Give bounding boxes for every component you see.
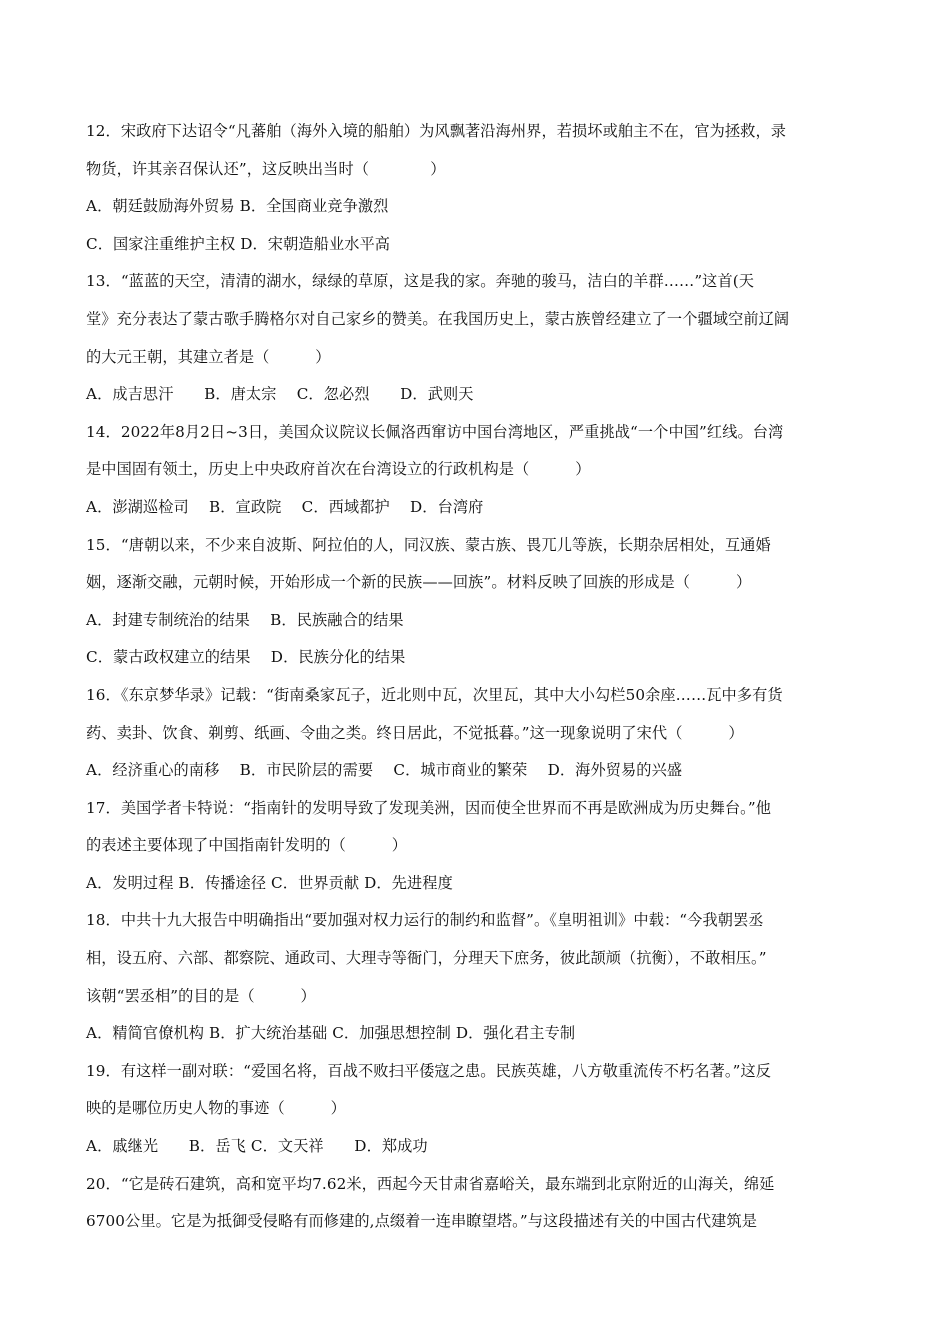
answer-options-line: C．蒙古政权建立的结果 D．民族分化的结果 <box>86 648 406 667</box>
answer-options-line: A．朝廷鼓励海外贸易 B．全国商业竞争激烈 <box>86 197 389 216</box>
question-text-line: 堂》充分表达了蒙古歌手腾格尔对自己家乡的赞美。在我国历史上，蒙古族曾经建立了一个疆域空前辽阔 <box>86 309 790 328</box>
answer-options-line: A．精简官僚机构 B．扩大统治基础 C．加强思想控制 D．强化君主专制 <box>86 1024 576 1043</box>
question-text-line: 姻，逐渐交融，元朝时候，开始形成一个新的民族——回族”。材料反映了回族的形成是（ ） <box>86 573 752 592</box>
question-13 <box>86 263 866 413</box>
question-text-line: 的表述主要体现了中国指南针发明的（ ） <box>86 836 408 855</box>
question-text-line: 20．“它是砖石建筑，高和宽平均7.62米，西起今天甘肃省嘉峪关，最东端到北京附近的山海关，绵延 <box>86 1174 775 1193</box>
question-text-line: 17．美国学者卡特说：“指南针的发明导致了发现美洲，因而使全世界而不再是欧洲成为历史舞台。”他 <box>86 798 772 817</box>
question-text-line: 19．有这样一副对联：“爱国名将，百战不败扫平倭寇之患。民族英雄，八方敬重流传不朽名著。”这反 <box>86 1061 772 1080</box>
answer-options-line: A．澎湖巡检司 B．宣政院 C．西域都护 D．台湾府 <box>86 497 484 516</box>
question-14 <box>86 414 866 527</box>
question-17 <box>86 790 866 903</box>
answer-options-line: C．国家注重维护主权 D．宋朝造船业水平高 <box>86 234 391 253</box>
answer-options-line: A．发明过程 B．传播途径 C．世界贡献 D．先进程度 <box>86 873 453 892</box>
exam-page <box>86 113 866 1241</box>
question-text-line: 的大元王朝，其建立者是（ ） <box>86 347 331 366</box>
question-16 <box>86 677 866 790</box>
question-text-line: 18．中共十九大报告中明确指出“要加强对权力运行的制约和监督”。《皇明祖训》中载：“今我朝罢丞 <box>86 911 764 930</box>
answer-options-line: A．经济重心的南移 B．市民阶层的需要 C．城市商业的繁荣 D．海外贸易的兴盛 <box>86 761 683 780</box>
question-text-line: 物货，许其亲召保认还”，这反映出当时（ ） <box>86 159 446 178</box>
question-text-line: 该朝“罢丞相”的目的是（ ） <box>86 986 316 1005</box>
answer-options-line: A．封建专制统治的结果 B．民族融合的结果 <box>86 610 404 629</box>
question-text-line: 12．宋政府下达诏令“凡蕃舶（海外入境的船舶）为风飘著沿海州界，若损坏或舶主不在，官为拯救，录 <box>86 122 787 140</box>
question-text-line: 相，设五府、六部、都察院、通政司、大理寺等衙门，分理天下庶务，彼此颉颃（抗衡），不敢相压。” <box>86 949 767 968</box>
question-20 <box>86 1166 866 1241</box>
question-19 <box>86 1053 866 1166</box>
question-text-line: 映的是哪位历史人物的事迹（ ） <box>86 1099 346 1118</box>
question-15 <box>86 527 866 677</box>
question-18 <box>86 902 866 1052</box>
question-text-line: 6700公里。它是为抵御受侵略有而修建的,点缀着一连串瞭望塔。”与这段描述有关的中国古代建筑是 <box>86 1212 758 1231</box>
question-text-line: 是中国固有领土，历史上中央政府首次在台湾设立的行政机构是（ ） <box>86 460 591 479</box>
answer-options-line: A．成吉思汗 B．唐太宗 C．忽必烈 D．武则天 <box>86 385 474 404</box>
question-text-line: 13．“蓝蓝的天空，清清的湖水，绿绿的草原，这是我的家。奔驰的骏马，洁白的羊群……”这首(天 <box>86 272 755 291</box>
question-text-line: 16．《东京梦华录》记载：“街南桑家瓦子，近北则中瓦，次里瓦，其中大小勾栏50余座……瓦中多有货 <box>86 685 783 704</box>
question-text-line: 15．“唐朝以来，不少来自波斯、阿拉伯的人，同汉族、蒙古族、畏兀儿等族，长期杂居相处，互通婚 <box>86 535 771 554</box>
question-12 <box>86 113 866 263</box>
answer-options-line: A．戚继光 B．岳飞 C．文天祥 D．郑成功 <box>86 1137 428 1156</box>
question-text-line: 药、卖卦、饮食、剃剪、纸画、令曲之类。终日居此，不觉抵暮。”这一现象说明了宋代（ ） <box>86 723 744 742</box>
question-text-line: 14．2022年8月2日~3日，美国众议院议长佩洛西窜访中国台湾地区，严重挑战“一个中国”红线。台湾 <box>86 422 784 441</box>
